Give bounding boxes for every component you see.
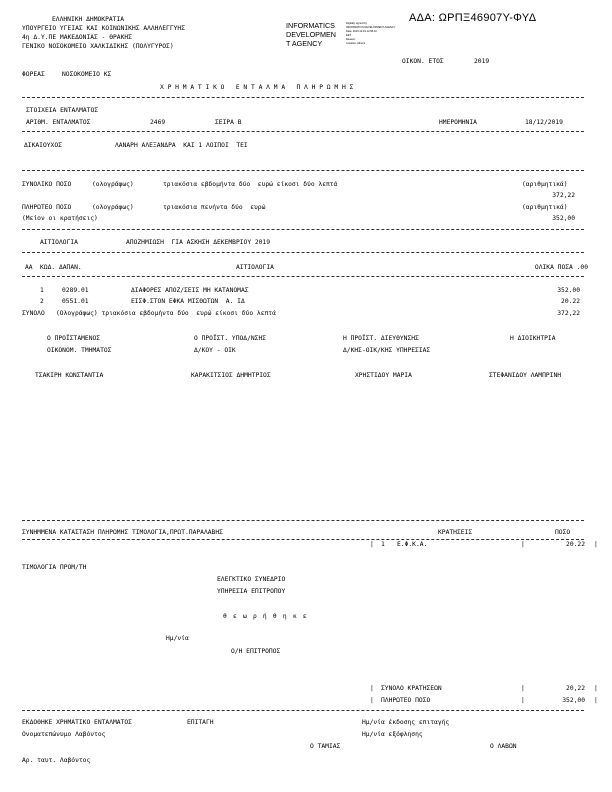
- payable-label: ΠΛΗΡΩΤΕΟ ΠΟΣΟ: [22, 204, 72, 211]
- receiver-label: Ο ΛΑΒΩΝ: [490, 743, 517, 750]
- col-code: ΚΩΔ. ΔΑΠΑΝ.: [40, 264, 82, 271]
- logo-tiny-4: EET: [346, 34, 352, 37]
- approved-text: θ ε ω ρ ή θ η κ ε: [223, 613, 308, 620]
- row-1-aa: 1: [40, 287, 44, 294]
- sig-title-1b: ΟΙΚΟΝΟΜ. ΤΜΗΜΑΤΟΣ: [47, 347, 112, 354]
- payable-words: τριακόσια πενήντα δύο ευρώ: [163, 204, 266, 211]
- deduction-name: Ε.Φ.Κ.Α.: [397, 541, 428, 548]
- divider: [22, 229, 584, 230]
- divider: [22, 276, 584, 277]
- foreas-label: ΦΟΡΕΑΣ: [22, 71, 45, 78]
- divider: [22, 131, 584, 132]
- id-number-label: Αρ. ταυτ. Λαβόντος: [22, 757, 91, 764]
- row-2-amount: 20.22: [561, 298, 580, 305]
- summary-pipe-2: |: [521, 685, 525, 692]
- sig-title-3b: Δ/ΚΗΣ-ΟΙΚ/ΚΗΣ ΥΠΗΡΕΣΙΑΣ: [343, 347, 431, 354]
- invoices-label: ΤΙΜΟΛΟΓΙΑ ΠΡΟΜ/ΤΗ: [22, 564, 87, 571]
- deductions-amount-label: ΠΟΣΟ: [555, 529, 571, 536]
- summary-deductions-label: ΣΥΝΟΛΟ ΚΡΑΤΗΣΕΩΝ: [381, 685, 442, 692]
- payable-amount: 352,00: [552, 215, 575, 222]
- divider: [22, 252, 584, 253]
- payable-words-tag: (ολογράφως): [92, 204, 134, 211]
- summary-pipe-5: |: [521, 697, 525, 704]
- divider: [22, 710, 584, 711]
- logo-line-3: T AGENCY: [286, 39, 323, 48]
- row-1-amount: 352.00: [557, 287, 580, 294]
- cashier-label: Ο ΤΑΜΙΑΣ: [310, 743, 341, 750]
- beneficiary-label: ΔΙΚΑΙΟΥΧΟΣ: [24, 142, 62, 149]
- header-line-4: ΓΕΝΙΚΟ ΝΟΣΟΚΟΜΕΙΟ ΧΑΛΚΙΔΙΚΗΣ (ΠΟΛΥΓΥΡΟΣ): [22, 43, 174, 50]
- sig-name-1: ΤΣΑΚΙΡΗ ΚΩΝΣΤΑΝΤΙΑ: [35, 372, 104, 379]
- payable-note: (Μείον οι κρατήσεις): [22, 215, 98, 222]
- digital-signature-logo: [286, 22, 406, 50]
- total-label: ΣΥΝΟΛΙΚΟ ΠΟΣΟ: [22, 181, 72, 188]
- col-total: ΟΛΙΚΑ ΠΟΣΑ .00: [534, 264, 588, 271]
- header-line-3: 4η Δ.Υ.ΠΕ ΜΑΚΕΔΟΝΙΑΣ - ΘΡΑΚΗΣ: [22, 34, 132, 41]
- sig-title-4a: Η ΔΙΟΙΚΗΤΡΙΑ: [510, 335, 556, 342]
- total-amount: 372,22: [552, 192, 575, 199]
- order-series: ΣΕΙΡΑ Β: [215, 119, 242, 126]
- header-line-2: ΥΠΟΥΡΓΕΙΟ ΥΓΕΙΑΣ ΚΑΙ ΚΟΙΝΩΝΙΚΗΣ ΑΛΛΗΛΕΓΓΥΗΣ: [22, 25, 186, 32]
- logo-tiny-5: Reason:: [346, 38, 356, 41]
- deduction-pipe-right: |: [594, 541, 598, 548]
- logo-line-2: DEVELOPMEN: [286, 30, 336, 39]
- foreas-value: ΝΟΣΟΚΟΜΕΙΟ ΚΣ: [62, 71, 112, 78]
- logo-tiny-3: Date: 2019.12.19 12:58:10: [346, 30, 377, 33]
- sig-title-2a: Ο ΠΡΟΪΣΤ. ΥΠΟΔ/ΝΣΗΣ: [194, 335, 267, 342]
- sig-title-3a: Η ΠΡΟΪΣΤ. ΔΙΕΥΘΥΝΣΗΣ: [343, 335, 419, 342]
- summary-payable-label: ΠΛΗΡΩΤΕΟ ΠΟΣΟ: [381, 697, 431, 704]
- row-2-aa: 2: [40, 298, 44, 305]
- logo-tiny-2: INFORMATICS DEVELOPMENT AGENCY: [346, 26, 396, 29]
- deduction-amount: 20.22: [566, 541, 585, 548]
- ada-code: ΑΔΑ: ΩΡΠΞ46907Υ-ΦΥΔ: [409, 12, 537, 24]
- payment-date-label: Ημ/νία εξόφλησης: [362, 731, 423, 738]
- beneficiary-value: ΛΑΝΑΡΗ ΑΛΕΞΑΝΔΡΑ ΚΑΙ 1 ΛΟΙΠΟΙ ΤΕΙ: [115, 142, 248, 149]
- order-number: 2469: [150, 119, 166, 126]
- payable-numeric-tag: (αριθμητικά): [522, 204, 568, 211]
- attachments-label: ΣΥΝΗΜΜΕΝΑ ΚΑΤΑΣΤΑΣΗ ΠΛΗΡΩΜΗΣ ΤΙΜΟΛΟΓΙΑ,ΠΡΩΤ.ΠΑΡΑΛΑΒΗΣ: [22, 529, 223, 536]
- audit-court: ΕΛΕΓΚΤΙΚΟ ΣΥΝΕΔΡΙΟ: [217, 576, 286, 583]
- summary-pipe-3: |: [594, 685, 598, 692]
- logo-tiny-1: Digitally signed by: [346, 22, 367, 25]
- total-words-tag: (ολογράφως): [92, 181, 134, 188]
- summary-payable: 352,00: [562, 697, 585, 704]
- col-description: ΑΙΤΙΟΛΟΓΙΑ: [236, 264, 274, 271]
- sig-name-3: ΧΡΗΣΤΙΔΟΥ ΜΑΡΙΑ: [355, 372, 412, 379]
- row-2-code: 0551.01: [62, 298, 89, 305]
- check-date-label: Ημ/νία έκδοσης επιταγής: [362, 719, 450, 726]
- deduction-pipe-mid: |: [521, 541, 525, 548]
- commissioner-service: ΥΠΗΡΕΣΙΑ ΕΠΙΤΡΟΠΟΥ: [217, 588, 286, 595]
- row-2-desc: ΕΙΣΦ.ΣΤΟΝ ΕΦΚΑ ΜΙΣΘΩΤΩΝ Α. ΙΔ: [131, 298, 245, 305]
- audit-date-label: Ημ/νία: [166, 635, 189, 642]
- order-section-label: ΣΤΟΙΧΕΙΑ ΕΝΤΑΛΜΑΤΟΣ: [26, 107, 99, 114]
- col-aa: ΑΑ: [25, 264, 33, 271]
- total-words: τριακόσια εβδομήντα δύο ευρώ είκοσι δύο λεπτά: [163, 181, 338, 188]
- sig-name-4: ΣΤΕΦΑΝΙΔΟΥ ΛΑΜΠΡΙΝΗ: [489, 372, 562, 379]
- divider: [22, 520, 584, 521]
- sig-title-2b: Δ/ΚΟΥ - ΟΙΚ: [194, 347, 236, 354]
- header-line-1: ΕΛΛΗΝΙΚΗ ΔΗΜΟΚΡΑΤΙΑ: [52, 16, 125, 23]
- sig-title-1a: Ο ΠΡΟΪΣΤΑΜΕΝΟΣ: [47, 335, 101, 342]
- justification-value: ΑΠΟΖΗΜΙΩΣΗ ΓΙΑ ΑΣΚΗΣΗ ΔΕΚΕΜΒΡΙΟΥ 2019: [126, 239, 271, 246]
- order-date-label: ΗΜΕΡΟΜΗΝΙΑ: [439, 119, 477, 126]
- justification-label: ΑΙΤΙΟΛΟΓΙΑ: [40, 239, 78, 246]
- row-1-code: 0289.01: [62, 287, 89, 294]
- logo-line-1: INFORMATICS: [286, 21, 335, 30]
- summary-pipe-4: |: [370, 697, 374, 704]
- sig-name-2: ΚΑΡΑΚΙΤΣΙΟΣ ΔΗΜΗΤΡΙΟΣ: [191, 372, 271, 379]
- total-numeric-tag: (αριθμητικά): [522, 181, 568, 188]
- order-date: 18/12/2019: [525, 119, 563, 126]
- document-title: Χ Ρ Η Μ Α Τ Ι Κ Ο Ε Ν Τ Α Λ Μ Α Π Λ Η Ρ Ω Μ Η Σ: [160, 84, 354, 91]
- row-1-desc: ΔΙΑΦΟΡΕΣ ΑΠΟΖ/ΣΕΙΣ ΜΗ ΚΑΤΑΝΟΜΑΣ: [131, 287, 249, 294]
- sum-amount: 372,22: [557, 310, 580, 317]
- logo-tiny-6: Location: Athens: [346, 42, 366, 45]
- divider: [22, 97, 584, 98]
- summary-pipe-6: |: [594, 697, 598, 704]
- fiscal-year-value: 2019: [474, 58, 490, 65]
- commissioner-label: Ο/Η ΕΠΙΤΡΟΠΟΣ: [231, 648, 281, 655]
- divider: [22, 539, 584, 540]
- divider: [22, 170, 584, 171]
- summary-deductions: 20,22: [566, 685, 585, 692]
- deduction-pipe-left: |: [370, 541, 374, 548]
- check-label: ΕΠΙΤΑΓΗ: [187, 719, 214, 726]
- fiscal-year-label: ΟΙΚΟΝ. ΕΤΟΣ: [402, 58, 444, 65]
- deduction-no: 1: [381, 541, 385, 548]
- sum-label: ΣΥΝΟΛΟ: [22, 310, 45, 317]
- summary-pipe-1: |: [370, 685, 374, 692]
- sum-words: (Ολογράφως) τριακόσια εβδομήντα δύο ευρώ είκοσι δύο λεπτά: [56, 310, 276, 317]
- order-number-label: ΑΡΙΘΜ. ΕΝΤΑΛΜΑΤΟΣ: [26, 119, 91, 126]
- payee-name-label: Ονοματεπώνυμο Λαβόντος: [22, 731, 106, 738]
- deductions-label: ΚΡΑΤΗΣΕΙΣ: [438, 529, 473, 536]
- issue-label: ΕΚΔΟΘΗΚΕ ΧΡΗΜΑΤΙΚΟ ΕΝΤΑΛΜΑΤΟΣ: [22, 719, 132, 726]
